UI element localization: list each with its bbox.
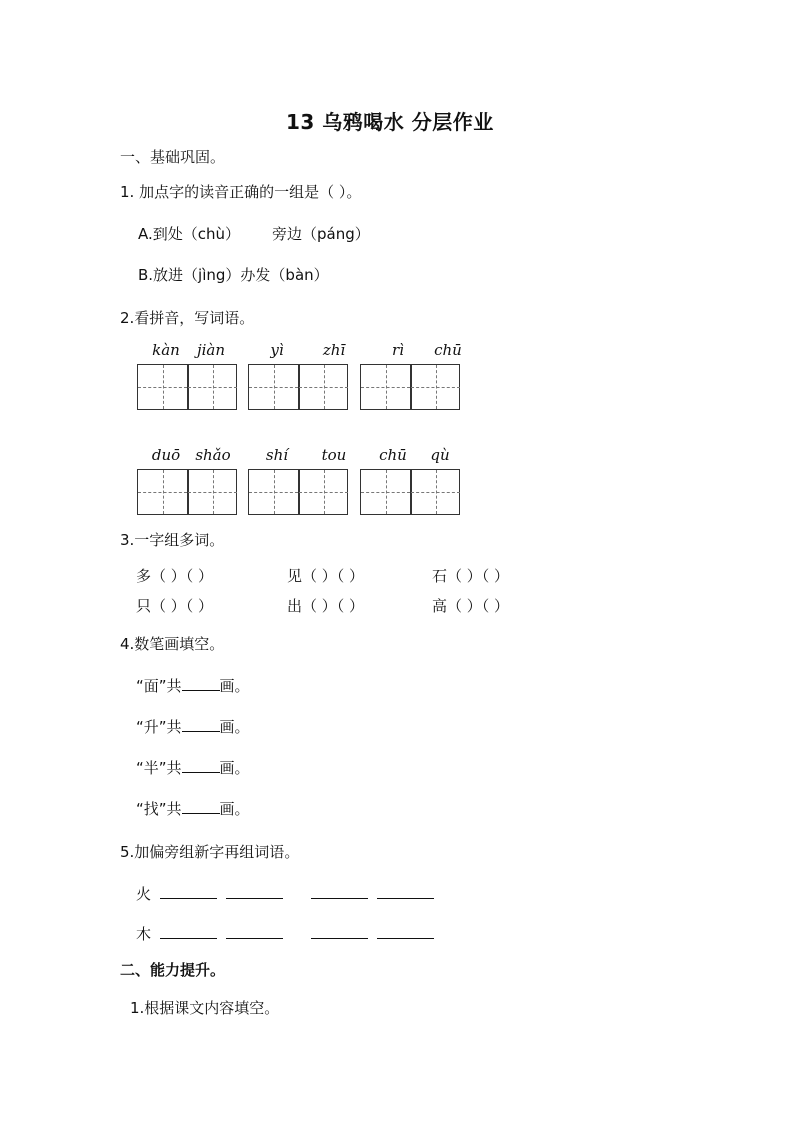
stroke-count-suffix: 画。 [219,800,250,818]
answer-line[interactable] [311,898,368,899]
radical-char: 火 [136,885,152,903]
q1-option-a-1: A.到处（chù） [138,225,241,243]
q5-stem: 5.加偏旁组新字再组词语。 [120,843,300,861]
stroke-count-suffix: 画。 [219,718,250,736]
stroke-count-prefix: “找”共 [136,800,182,818]
writing-grid[interactable] [248,469,348,515]
page-title: 13 乌鸦喝水 分层作业 [286,110,494,134]
stroke-count-blank[interactable] [182,799,220,814]
writing-grid[interactable] [248,364,348,410]
pinyin-label: chū [379,446,407,464]
answer-line[interactable] [311,938,368,939]
answer-line[interactable] [226,938,283,939]
stroke-count-item [136,675,250,696]
word-group-item[interactable]: 出（ ）（ ） [287,597,365,615]
pinyin-label: yì [270,341,284,359]
stroke-count-suffix: 画。 [219,759,250,777]
word-group-item[interactable]: 见（ ）（ ） [287,567,365,585]
pinyin-label: qù [430,446,450,464]
pinyin-label: kàn [152,341,180,359]
writing-grid[interactable] [137,364,237,410]
answer-line[interactable] [377,938,434,939]
section-heading-ability: 二、能力提升。 [120,961,226,979]
q1-option-a-2: 旁边（páng） [272,225,370,243]
word-group-item[interactable]: 多（ ）（ ） [136,567,214,585]
stroke-count-item [136,757,250,778]
q1-option-b: B.放进（jìng）办发（bàn） [138,266,329,284]
pinyin-label: chū [434,341,462,359]
word-group-item[interactable]: 石（ ）（ ） [432,567,510,585]
pinyin-label: shí [265,446,289,464]
pinyin-label: rì [392,341,404,359]
word-group-item[interactable]: 只（ ）（ ） [136,597,214,615]
section-heading-basic: 一、基础巩固。 [120,148,226,166]
radical-char: 木 [136,925,152,943]
word-group-item[interactable]: 高（ ）（ ） [432,597,510,615]
writing-grid[interactable] [360,469,460,515]
stroke-count-prefix: “半”共 [136,759,182,777]
q3-stem: 3.一字组多词。 [120,531,225,549]
writing-grid[interactable] [137,469,237,515]
stroke-count-suffix: 画。 [219,677,250,695]
q1-stem: 1. 加点字的读音正确的一组是（ ）。 [120,183,362,201]
stroke-count-blank[interactable] [182,717,220,732]
answer-line[interactable] [160,898,217,899]
q4-stem: 4.数笔画填空。 [120,635,225,653]
stroke-count-blank[interactable] [182,676,220,691]
stroke-count-prefix: “升”共 [136,718,182,736]
pinyin-label: duō [151,446,181,464]
stroke-count-item [136,716,250,737]
stroke-count-blank[interactable] [182,758,220,773]
pinyin-label: jiàn [196,341,226,359]
stroke-count-prefix: “面”共 [136,677,182,695]
answer-line[interactable] [160,938,217,939]
answer-line[interactable] [226,898,283,899]
writing-grid[interactable] [360,364,460,410]
q2-stem: 2.看拼音，写词语。 [120,309,255,327]
pinyin-label: shǎo [195,446,231,464]
pinyin-label: tou [321,446,347,464]
stroke-count-item [136,798,250,819]
part2-q1-stem: 1.根据课文内容填空。 [130,999,280,1017]
answer-line[interactable] [377,898,434,899]
pinyin-label: zhī [322,341,346,359]
